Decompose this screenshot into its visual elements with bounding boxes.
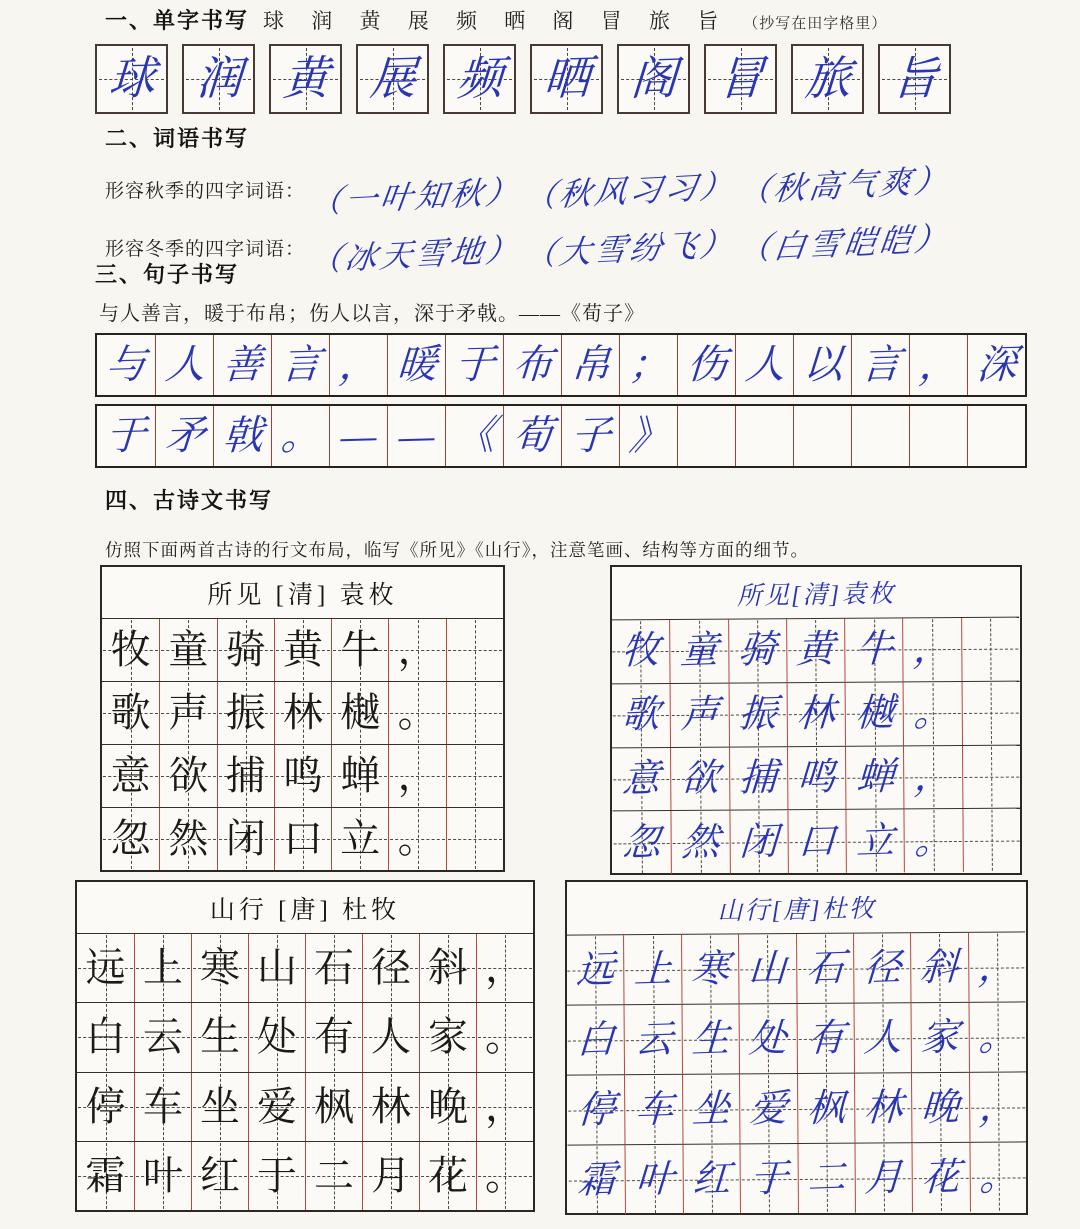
poem-grid-cell: 寒 — [681, 934, 739, 1003]
poem-grid-cell: 坐 — [682, 1074, 740, 1143]
poem-grid-cell: 蝉 — [331, 745, 388, 807]
grid-cell: 暖 — [387, 335, 445, 395]
poem-grid-cell: 爱 — [248, 1073, 305, 1141]
section3-heading: 三、句子书写 — [95, 262, 240, 287]
poem-box-shanxing-printed — [75, 880, 535, 1212]
poem-grid-cell: 然 — [671, 811, 730, 874]
poem-grid-cell: 。 — [388, 808, 445, 870]
poem-grid-shanxing-printed — [77, 933, 533, 1210]
sentence-grid-row-1 — [95, 333, 1027, 397]
poem-grid-cell: 霜 — [568, 1145, 626, 1214]
grid-cell: 阁 — [617, 44, 690, 114]
grid-cell: 以 — [793, 335, 851, 395]
poem-grid-cell: 捕 — [729, 747, 788, 810]
grid-cell: 戟 — [213, 406, 271, 466]
poem-grid-cell: 牧 — [611, 620, 670, 683]
grid-cell — [735, 406, 793, 466]
poem-grid-cell: ， — [903, 618, 962, 681]
poem-grid-cell: 歌 — [612, 684, 671, 747]
grid-cell: 于 — [104, 412, 148, 459]
grid-cell: 冒 — [704, 44, 777, 114]
poem-grid-cell: 骑 — [217, 619, 274, 681]
poem-line-row — [102, 681, 503, 744]
poem-grid-cell: 枫 — [305, 1073, 362, 1141]
grid-cell — [677, 406, 735, 466]
idiom-answer: （一叶知秋） — [307, 173, 524, 221]
sentence-prompt: 与人善言，暖于布帛；伤人以言，深于矛戟。——《荀子》 — [99, 303, 645, 325]
poem-line-row — [102, 744, 503, 807]
poem-grid-suojian-printed — [102, 618, 503, 870]
poem-grid-cell: 人 — [853, 1003, 911, 1072]
poem-grid-cell: 牧 — [102, 619, 159, 681]
poem-grid-cell: ， — [476, 934, 533, 1002]
grid-cell: 频 — [443, 44, 516, 114]
poem-grid-cell: ， — [388, 619, 445, 681]
section2-heading: 二、词语书写 — [105, 126, 250, 151]
grid-cell: 旅 — [791, 44, 864, 114]
poem-grid-cell: 二 — [797, 1144, 855, 1213]
copy-instruction: 仿照下面两首古诗的行文布局，临写《所见》《山行》，注意笔画、结构等方面的细节。 — [105, 540, 809, 560]
poem-grid-cell: 处 — [739, 1004, 797, 1073]
poem-grid-cell: ， — [968, 932, 1026, 1001]
poem-line-row — [102, 807, 503, 870]
poem-grid-cell: 蝉 — [845, 746, 904, 809]
section1-heading: 一、单字书写 — [105, 8, 250, 33]
section-single-characters — [95, 4, 1025, 114]
poem-grid-cell: 鸣 — [274, 745, 331, 807]
poem-grid-cell: 石 — [796, 934, 854, 1003]
poem-grid-cell: 忽 — [102, 808, 159, 870]
poem-grid-cell: 月 — [854, 1143, 912, 1212]
poem-grid-cell: 家 — [419, 1003, 476, 1071]
grid-cell — [909, 406, 967, 466]
idiom-answer: （白雪皑皑） — [736, 219, 953, 267]
poem-grid-cell: 人 — [362, 1003, 419, 1071]
poem-grid-cell: 林 — [786, 683, 845, 746]
poem-grid-cell: 。 — [476, 1142, 533, 1210]
idiom-answer: （秋高气爽） — [736, 161, 953, 209]
grid-cell: 言 — [271, 335, 329, 395]
poem-grid-cell: 处 — [248, 1003, 305, 1071]
poem-grid-cell — [962, 745, 1021, 808]
grid-cell: 善 — [213, 335, 271, 395]
poem-grid-cell: 。 — [968, 1002, 1026, 1071]
grid-cell: 《 — [445, 406, 503, 466]
section4-heading: 四、古诗文书写 — [105, 488, 274, 513]
poem-grid-cell: 振 — [728, 683, 787, 746]
poem-grid-cell: 捕 — [217, 745, 274, 807]
grid-cell: 言 — [851, 335, 909, 395]
poem-grid-cell: 欲 — [159, 745, 216, 807]
poem-grid-cell — [961, 618, 1020, 681]
poem-grid-cell: 山 — [248, 934, 305, 1002]
poem-grid-cell: 黄 — [274, 619, 331, 681]
grid-cell: 》 — [619, 406, 677, 466]
poem-grid-cell: 。 — [476, 1003, 533, 1071]
poem-grid-cell: 口 — [274, 808, 331, 870]
grid-cell: 布 — [503, 335, 561, 395]
poem-grid-cell: 停 — [77, 1073, 134, 1141]
poem-grid-cell: 斜 — [419, 934, 476, 1002]
poem-grid-cell: 远 — [77, 934, 134, 1002]
poem-line-row — [77, 1141, 533, 1210]
poem-line-row — [77, 933, 533, 1002]
poem-line-row — [567, 1071, 1026, 1144]
poem-box-shanxing-handwritten — [565, 880, 1028, 1215]
poem-grid-cell: 叶 — [134, 1142, 191, 1210]
poem-line-row — [567, 1141, 1026, 1214]
poem-grid-cell: ， — [969, 1072, 1027, 1141]
poem-grid-cell: 月 — [362, 1142, 419, 1210]
grid-cell: 子 — [561, 406, 619, 466]
poem-grid-cell: 闭 — [217, 808, 274, 870]
poem-grid-cell: 枫 — [797, 1074, 855, 1143]
poem-grid-cell — [962, 809, 1021, 872]
poem-grid-cell: 停 — [567, 1075, 625, 1144]
poem-grid-cell: 云 — [624, 1005, 682, 1074]
poem-line-row — [102, 618, 503, 681]
poem-grid-cell: ， — [388, 745, 445, 807]
poem-grid-cell: 声 — [670, 683, 729, 746]
poem-grid-cell: 立 — [331, 808, 388, 870]
poem-grid-cell: 。 — [969, 1142, 1027, 1211]
poem-grid-cell: 径 — [853, 933, 911, 1002]
poem-grid-cell: 鸣 — [787, 746, 846, 809]
poem-grid-cell: 坐 — [191, 1073, 248, 1141]
poem-grid-cell: 车 — [624, 1075, 682, 1144]
poem-title-shanxing-copy: 山行[唐]杜牧 — [717, 895, 877, 925]
poem-grid-cell: 霜 — [77, 1142, 134, 1210]
poem-title-shanxing: 山行 [唐] 杜牧 — [209, 896, 401, 924]
autumn-answers — [309, 158, 955, 221]
poem-grid-cell: 林 — [362, 1073, 419, 1141]
poem-grid-cell: 。 — [904, 809, 963, 872]
poem-line-row — [77, 1072, 533, 1141]
word-line-autumn — [105, 161, 1035, 221]
poem-grid-cell: 于 — [740, 1144, 798, 1213]
poem-grid-cell — [446, 745, 503, 807]
grid-cell: ， — [909, 335, 967, 395]
poem-grid-cell — [446, 808, 503, 870]
poem-grid-cell: 童 — [159, 619, 216, 681]
poem-grid-cell: 红 — [682, 1144, 740, 1213]
poem-grid-cell: 牛 — [844, 618, 903, 681]
poem-grid-cell: 。 — [903, 682, 962, 745]
poem-grid-cell: 白 — [77, 1003, 134, 1071]
poem-grid-cell: 上 — [623, 935, 681, 1004]
poem-line-row — [612, 744, 1020, 811]
poem-grid-cell: 口 — [787, 810, 846, 873]
grid-cell — [967, 406, 1025, 466]
poem-grid-cell: 樾 — [331, 682, 388, 744]
tianzige-grid-row — [95, 44, 1025, 114]
grid-cell: 展 — [356, 44, 429, 114]
poem-grid-cell: 红 — [191, 1142, 248, 1210]
poem-grid-cell: ， — [903, 745, 962, 808]
sentence-grid-row-2 — [95, 404, 1027, 468]
poem-grid-cell: 山 — [738, 934, 796, 1003]
poem-grid-cell: 晚 — [419, 1073, 476, 1141]
poem-grid-cell: 意 — [612, 748, 671, 811]
poem-line-row — [612, 680, 1020, 747]
poem-grid-cell — [446, 619, 503, 681]
poem-box-suojian-handwritten — [610, 565, 1022, 875]
section-sentence-writing — [95, 258, 1027, 468]
section1-prompt-characters: 球 润 黄 展 频 晒 阁 冒 旅 旨 — [263, 9, 730, 33]
poem-grid-cell — [961, 681, 1020, 744]
poem-grid-cell: 家 — [911, 1003, 969, 1072]
grid-cell — [793, 406, 851, 466]
poem-line-row — [611, 617, 1019, 684]
poem-grid-cell: 骑 — [728, 619, 787, 682]
poem-grid-cell — [446, 682, 503, 744]
poem-title-suojian: 所见 [清] 袁枚 — [207, 581, 398, 609]
poem-grid-cell: 林 — [274, 682, 331, 744]
grid-cell: — — [329, 406, 387, 466]
grid-cell: 球 — [95, 44, 168, 114]
poem-grid-cell: 远 — [566, 935, 624, 1004]
poem-grid-cell: 忽 — [612, 811, 671, 874]
poem-grid-cell: 花 — [912, 1143, 970, 1212]
poem-grid-cell: 寒 — [191, 934, 248, 1002]
poem-grid-cell: 有 — [796, 1004, 854, 1073]
poem-grid-cell: 爱 — [739, 1074, 797, 1143]
poem-grid-cell: 花 — [419, 1142, 476, 1210]
grid-cell: 。 — [271, 406, 329, 466]
grid-cell: ； — [619, 335, 677, 395]
grid-cell: 润 — [182, 44, 255, 114]
idiom-answer: （冰天雪地） — [307, 231, 524, 279]
poem-line-row — [612, 808, 1020, 875]
grid-cell: 黄 — [269, 44, 342, 114]
grid-cell: 帛 — [561, 335, 619, 395]
grid-cell: 矛 — [155, 406, 213, 466]
poem-grid-cell: 立 — [846, 810, 905, 873]
poem-grid-cell: 歌 — [102, 682, 159, 744]
poem-box-suojian-printed — [100, 565, 505, 872]
poem-grid-suojian-handwritten — [611, 617, 1021, 875]
grid-cell: 人 — [155, 335, 213, 395]
poem-grid-cell: ， — [476, 1073, 533, 1141]
grid-cell: 人 — [735, 335, 793, 395]
grid-cell: 深 — [967, 335, 1025, 395]
section1-header — [105, 4, 1025, 35]
poem-grid-cell: 二 — [305, 1142, 362, 1210]
poem-grid-cell: 闭 — [729, 810, 788, 873]
section1-copy-note: （抄写在田字格里） — [743, 16, 888, 32]
autumn-label: 形容秋季的四字词语： — [105, 180, 306, 202]
grid-cell: 荀 — [503, 406, 561, 466]
poem-grid-cell: 车 — [134, 1073, 191, 1141]
idiom-answer: （大雪纷飞） — [521, 225, 738, 273]
poem-title-suojian-copy: 所见[清]袁枚 — [736, 580, 896, 610]
poem-grid-cell: 声 — [159, 682, 216, 744]
poem-grid-cell: 樾 — [845, 682, 904, 745]
poem-grid-cell: 然 — [159, 808, 216, 870]
poem-grid-cell: 上 — [134, 934, 191, 1002]
poem-grid-cell: 白 — [567, 1005, 625, 1074]
poem-grid-cell: 牛 — [331, 619, 388, 681]
grid-cell: 晒 — [530, 44, 603, 114]
poem-grid-cell: 童 — [669, 620, 728, 683]
winter-label: 形容冬季的四字词语： — [105, 238, 306, 260]
poem-grid-cell: 径 — [362, 934, 419, 1002]
poem-grid-cell: 意 — [102, 745, 159, 807]
poem-grid-cell: 石 — [305, 934, 362, 1002]
idiom-answer: （秋风习习） — [521, 167, 738, 215]
poem-line-row — [77, 1002, 533, 1071]
poem-grid-cell: 晚 — [911, 1073, 969, 1142]
poem-grid-cell: 云 — [134, 1003, 191, 1071]
grid-cell: 与 — [104, 341, 148, 388]
grid-cell: ， — [329, 335, 387, 395]
poem-grid-cell: 有 — [305, 1003, 362, 1071]
poem-grid-cell: 叶 — [625, 1145, 683, 1214]
poem-grid-cell: 黄 — [786, 619, 845, 682]
poem-grid-cell: 林 — [854, 1073, 912, 1142]
poem-line-row — [566, 931, 1025, 1004]
poem-grid-cell: 振 — [217, 682, 274, 744]
grid-cell: 于 — [445, 335, 503, 395]
poem-grid-cell: 欲 — [670, 747, 729, 810]
poem-grid-shanxing-handwritten — [566, 931, 1027, 1214]
poem-grid-cell: 于 — [248, 1142, 305, 1210]
poem-grid-cell: 。 — [388, 682, 445, 744]
grid-cell — [851, 406, 909, 466]
poem-grid-cell: 生 — [681, 1004, 739, 1073]
grid-cell: — — [387, 406, 445, 466]
grid-cell: 伤 — [677, 335, 735, 395]
poem-line-row — [567, 1001, 1026, 1074]
poem-grid-cell: 斜 — [910, 933, 968, 1002]
section-poem-writing — [0, 484, 1080, 1229]
grid-cell: 旨 — [878, 44, 951, 114]
poem-grid-cell: 生 — [191, 1003, 248, 1071]
